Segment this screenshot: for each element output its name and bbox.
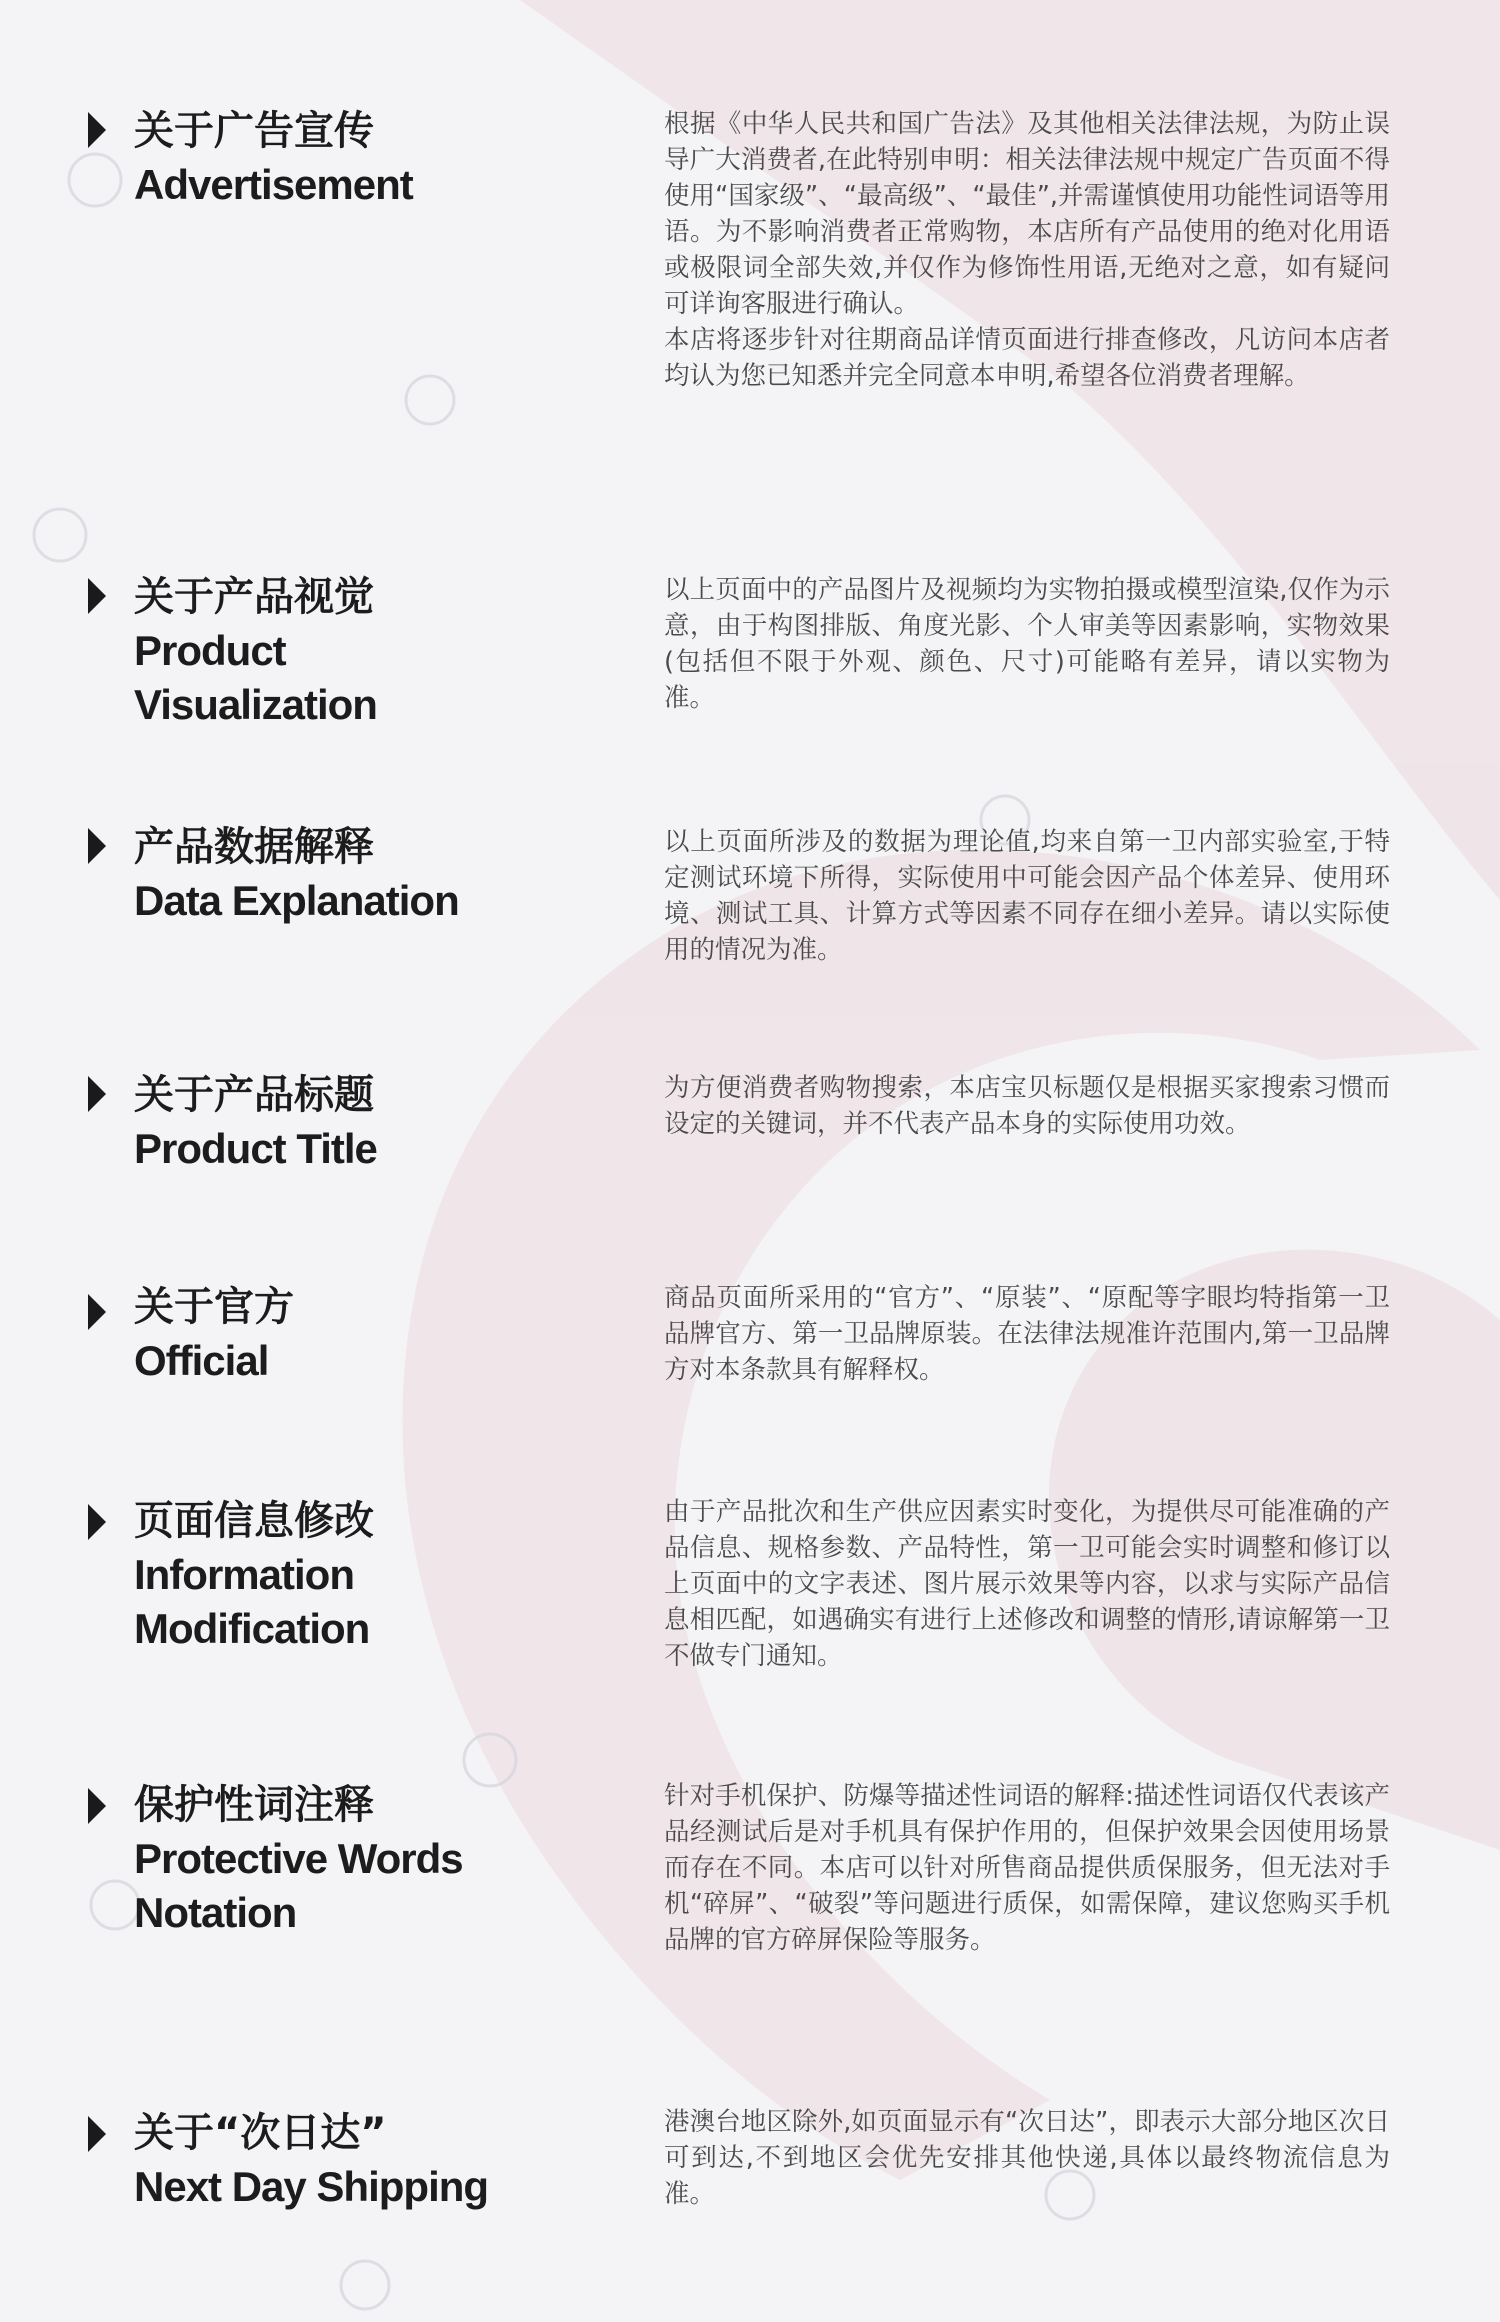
- section-title-zh: 关于“次日达”: [134, 2110, 387, 2156]
- section-body: 针对手机保护、防爆等描述性词语的解释:描述性词语仅代表该产品经测试后是对手机具有保护作用的，但保护效果会因使用场景而存在不同。本店可以针对所售商品提供质保服务，但无法对手机“碎屏”、“破裂”等问题进行质保，如需保障，建议您购买手机品牌的官方碎屏保险等服务。: [664, 1781, 1390, 1955]
- triangle-bullet-icon: [88, 1788, 106, 1824]
- section-title-en: Protective Words Notation: [134, 1835, 463, 1936]
- triangle-bullet-icon: [88, 578, 106, 614]
- section-title: [134, 104, 634, 212]
- triangle-bullet-icon: [88, 1504, 106, 1540]
- section-title-en: Information Modification: [134, 1551, 370, 1652]
- section-body: 以上页面中的产品图片及视频均为实物拍摄或模型渲染,仅作为示意，由于构图排版、角度光影、个人审美等因素影响，实物效果(包括但不限于外观、颜色、尺寸)可能略有差异，请以实物为准。: [664, 575, 1390, 713]
- section-title: [134, 1494, 634, 1656]
- section-title-zh: 关于广告宣传: [134, 108, 374, 154]
- section-title-zh: 产品数据解释: [134, 824, 374, 870]
- section-title: [134, 570, 634, 732]
- section-title: [134, 1068, 634, 1176]
- section-title-en: Advertisement: [134, 161, 413, 208]
- section-title-zh: 关于产品标题: [134, 1072, 374, 1118]
- section-title-en: Official: [134, 1337, 269, 1384]
- section-body: 以上页面所涉及的数据为理论值,均来自第一卫内部实验室,于特定测试环境下所得，实际使用中可能会因产品个体差异、使用环境、测试工具、计算方式等因素不同存在细小差异。请以实际使用的情况为准。: [664, 827, 1390, 965]
- section-title: [134, 2106, 634, 2214]
- section-title: [134, 1280, 634, 1388]
- triangle-bullet-icon: [88, 2116, 106, 2152]
- section-title-zh: 关于官方: [134, 1284, 294, 1330]
- triangle-bullet-icon: [88, 112, 106, 148]
- section-title-zh: 关于产品视觉: [134, 574, 374, 620]
- section-body: 由于产品批次和生产供应因素实时变化，为提供尽可能准确的产品信息、规格参数、产品特性，第一卫可能会实时调整和修订以上页面中的文字表述、图片展示效果等内容，以求与实际产品信息相匹配，如遇确实有进行上述修改和调整的情形,请谅解第一卫不做专门通知。: [664, 1497, 1390, 1671]
- section-title-en: Product Visualization: [134, 627, 377, 728]
- section-title: [134, 1778, 634, 1940]
- triangle-bullet-icon: [88, 1294, 106, 1330]
- section-body: 根据《中华人民共和国广告法》及其他相关法律法规，为防止误导广大消费者,在此特别申明：相关法律法规中规定广告页面不得使用“国家级”、“最高级”、“最佳”,并需谨慎使用功能性词语等用语。为不影响消费者正常购物，本店所有产品使用的绝对化用语或极限词全部失效,并仅作为修饰性用语,无绝对之意，如有疑问可详询客服进行确认。 本店将逐步针对往期商品详情页面进行排查修改，凡访问本店者均认为您已知悉并完全同意本申明,希望各位消费者理解。: [664, 109, 1390, 391]
- section-body: 为方便消费者购物搜索，本店宝贝标题仅是根据买家搜索习惯而设定的关键词，并不代表产品本身的实际使用功效。: [664, 1073, 1390, 1139]
- triangle-bullet-icon: [88, 1076, 106, 1112]
- section-body: 商品页面所采用的“官方”、“原装”、“原配等字眼均特指第一卫品牌官方、第一卫品牌原装。在法律法规准许范围内,第一卫品牌方对本条款具有解释权。: [664, 1283, 1390, 1385]
- triangle-bullet-icon: [88, 828, 106, 864]
- section-title-en: Data Explanation: [134, 877, 459, 924]
- section-body: 港澳台地区除外,如页面显示有“次日达”，即表示大部分地区次日可到达,不到地区会优先安排其他快递,具体以最终物流信息为准。: [664, 2107, 1390, 2209]
- section-title: [134, 820, 634, 928]
- section-title-zh: 页面信息修改: [134, 1498, 374, 1544]
- section-title-en: Product Title: [134, 1125, 377, 1172]
- section-title-zh: 保护性词注释: [134, 1782, 374, 1828]
- section-title-en: Next Day Shipping: [134, 2163, 489, 2210]
